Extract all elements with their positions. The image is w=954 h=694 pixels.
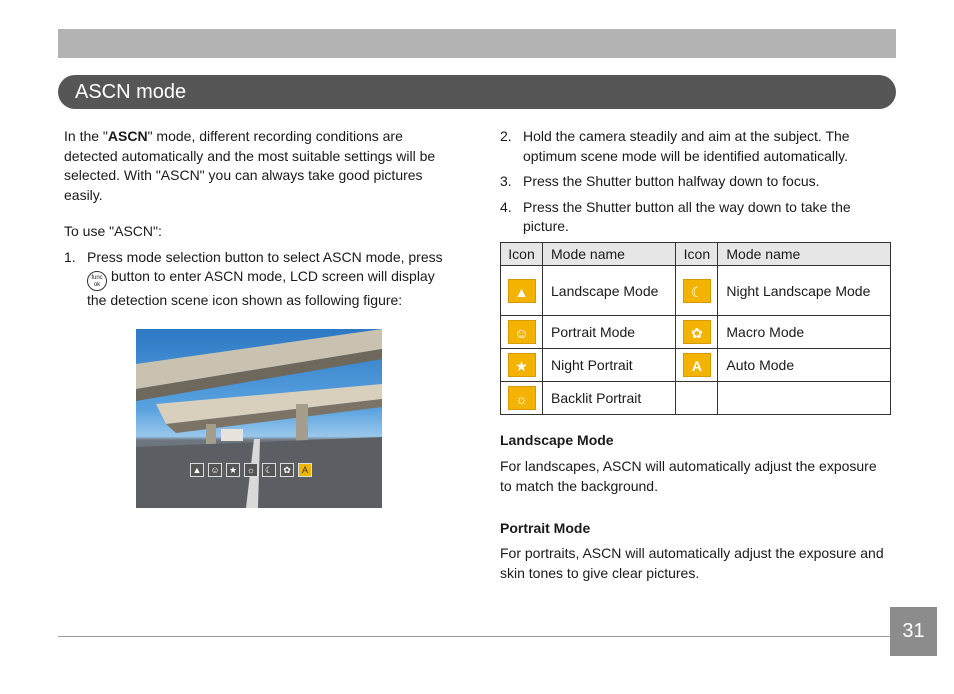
- step-4: [500, 198, 892, 237]
- landscape-icon: ▲: [190, 463, 204, 477]
- table-cell: Portrait Mode: [543, 316, 676, 349]
- left-column: [64, 127, 444, 311]
- page-title: ASCN mode: [75, 81, 187, 103]
- table-cell: [501, 382, 543, 415]
- footer-rule: [58, 636, 890, 637]
- table-cell: [676, 266, 718, 316]
- table-cell: Backlit Portrait: [543, 382, 676, 415]
- intro-prefix: In the ": [64, 128, 108, 144]
- table-cell: [501, 316, 543, 349]
- backlit-portrait-icon: ☼: [508, 386, 536, 410]
- to-use-label: To use "ASCN":: [64, 223, 162, 239]
- night-landscape-icon: ☾: [683, 279, 711, 303]
- landscape-paragraph: For landscapes, ASCN will automatically adjust the exposure to match the background.: [500, 458, 877, 494]
- camera-lcd-photo: [136, 329, 382, 508]
- table-row: [501, 266, 891, 316]
- step-2: [500, 127, 892, 166]
- table-header-row: [501, 243, 891, 266]
- intro-paragraph: [64, 127, 444, 205]
- step1-text-a: Press mode selection button to select ASCN mode, press: [87, 248, 443, 265]
- section-title-bar: [58, 75, 896, 109]
- table-cell: [501, 266, 543, 316]
- header-bar: [58, 29, 896, 58]
- step-3: [500, 172, 892, 192]
- macro-icon: ✿: [280, 463, 294, 477]
- step-text: Press the Shutter button halfway down to focus.: [523, 173, 820, 189]
- scene-mode-table: [500, 242, 891, 415]
- table-cell: Auto Mode: [718, 349, 891, 382]
- func-ok-button-icon: func ok: [87, 271, 107, 291]
- landscape-icon: ▲: [508, 279, 536, 303]
- page-number: 31: [890, 607, 937, 656]
- table-cell: [676, 316, 718, 349]
- night-portrait-icon: ★: [508, 353, 536, 377]
- column-header: Icon: [676, 243, 718, 266]
- landscape-heading: Landscape Mode: [500, 432, 614, 448]
- auto-mode-icon: A: [683, 353, 711, 377]
- intro-suffix: " mode, different recording conditions are detected automatically and the most suitable settings will be selected. With "ASCN" you can always take good pictures easily.: [64, 128, 436, 203]
- step1-text-b: button to enter ASCN mode, LCD screen will display the detection scene icon shown as following figure:: [87, 268, 435, 308]
- step-text: [87, 248, 444, 311]
- table-cell: [501, 349, 543, 382]
- table-row: [501, 349, 891, 382]
- step-number: 1.: [64, 248, 76, 265]
- portrait-icon: ☺: [208, 463, 222, 477]
- step-number: 2.: [500, 128, 512, 144]
- column-header: Icon: [501, 243, 543, 266]
- column-header: Mode name: [543, 243, 676, 266]
- portrait-icon: ☺: [508, 320, 536, 344]
- portrait-heading: Portrait Mode: [500, 520, 591, 536]
- portrait-paragraph: For portraits, ASCN will automatically adjust the exposure and skin tones to give clear pictures.: [500, 545, 884, 581]
- night-landscape-icon: ☾: [262, 463, 276, 477]
- backlit-portrait-icon: ☼: [244, 463, 258, 477]
- column-header: Mode name: [718, 243, 891, 266]
- intro-bold: ASCN: [107, 128, 148, 144]
- table-cell: [676, 382, 718, 415]
- right-column: [500, 127, 892, 237]
- step-number: 3.: [500, 173, 512, 189]
- table-cell: Night Portrait: [543, 349, 676, 382]
- table-cell: [676, 349, 718, 382]
- scene-detection-icons: [190, 463, 312, 477]
- step-text: Press the Shutter button all the way down to take the picture.: [523, 198, 851, 234]
- table-cell: Macro Mode: [718, 316, 891, 349]
- step-text: Hold the camera steadily and aim at the subject. The optimum scene mode will be identified automatically.: [523, 128, 850, 164]
- table-cell: Night Landscape Mode: [718, 266, 891, 316]
- table-cell: [718, 382, 891, 415]
- overpass-illustration: [136, 329, 382, 508]
- auto-mode-icon: A: [298, 463, 312, 477]
- step-1: [64, 248, 444, 311]
- night-portrait-icon: ★: [226, 463, 240, 477]
- step-number: 4.: [500, 198, 512, 215]
- table-row: [501, 316, 891, 349]
- table-row: [501, 382, 891, 415]
- macro-icon: ✿: [683, 320, 711, 344]
- table-cell: Landscape Mode: [543, 266, 676, 316]
